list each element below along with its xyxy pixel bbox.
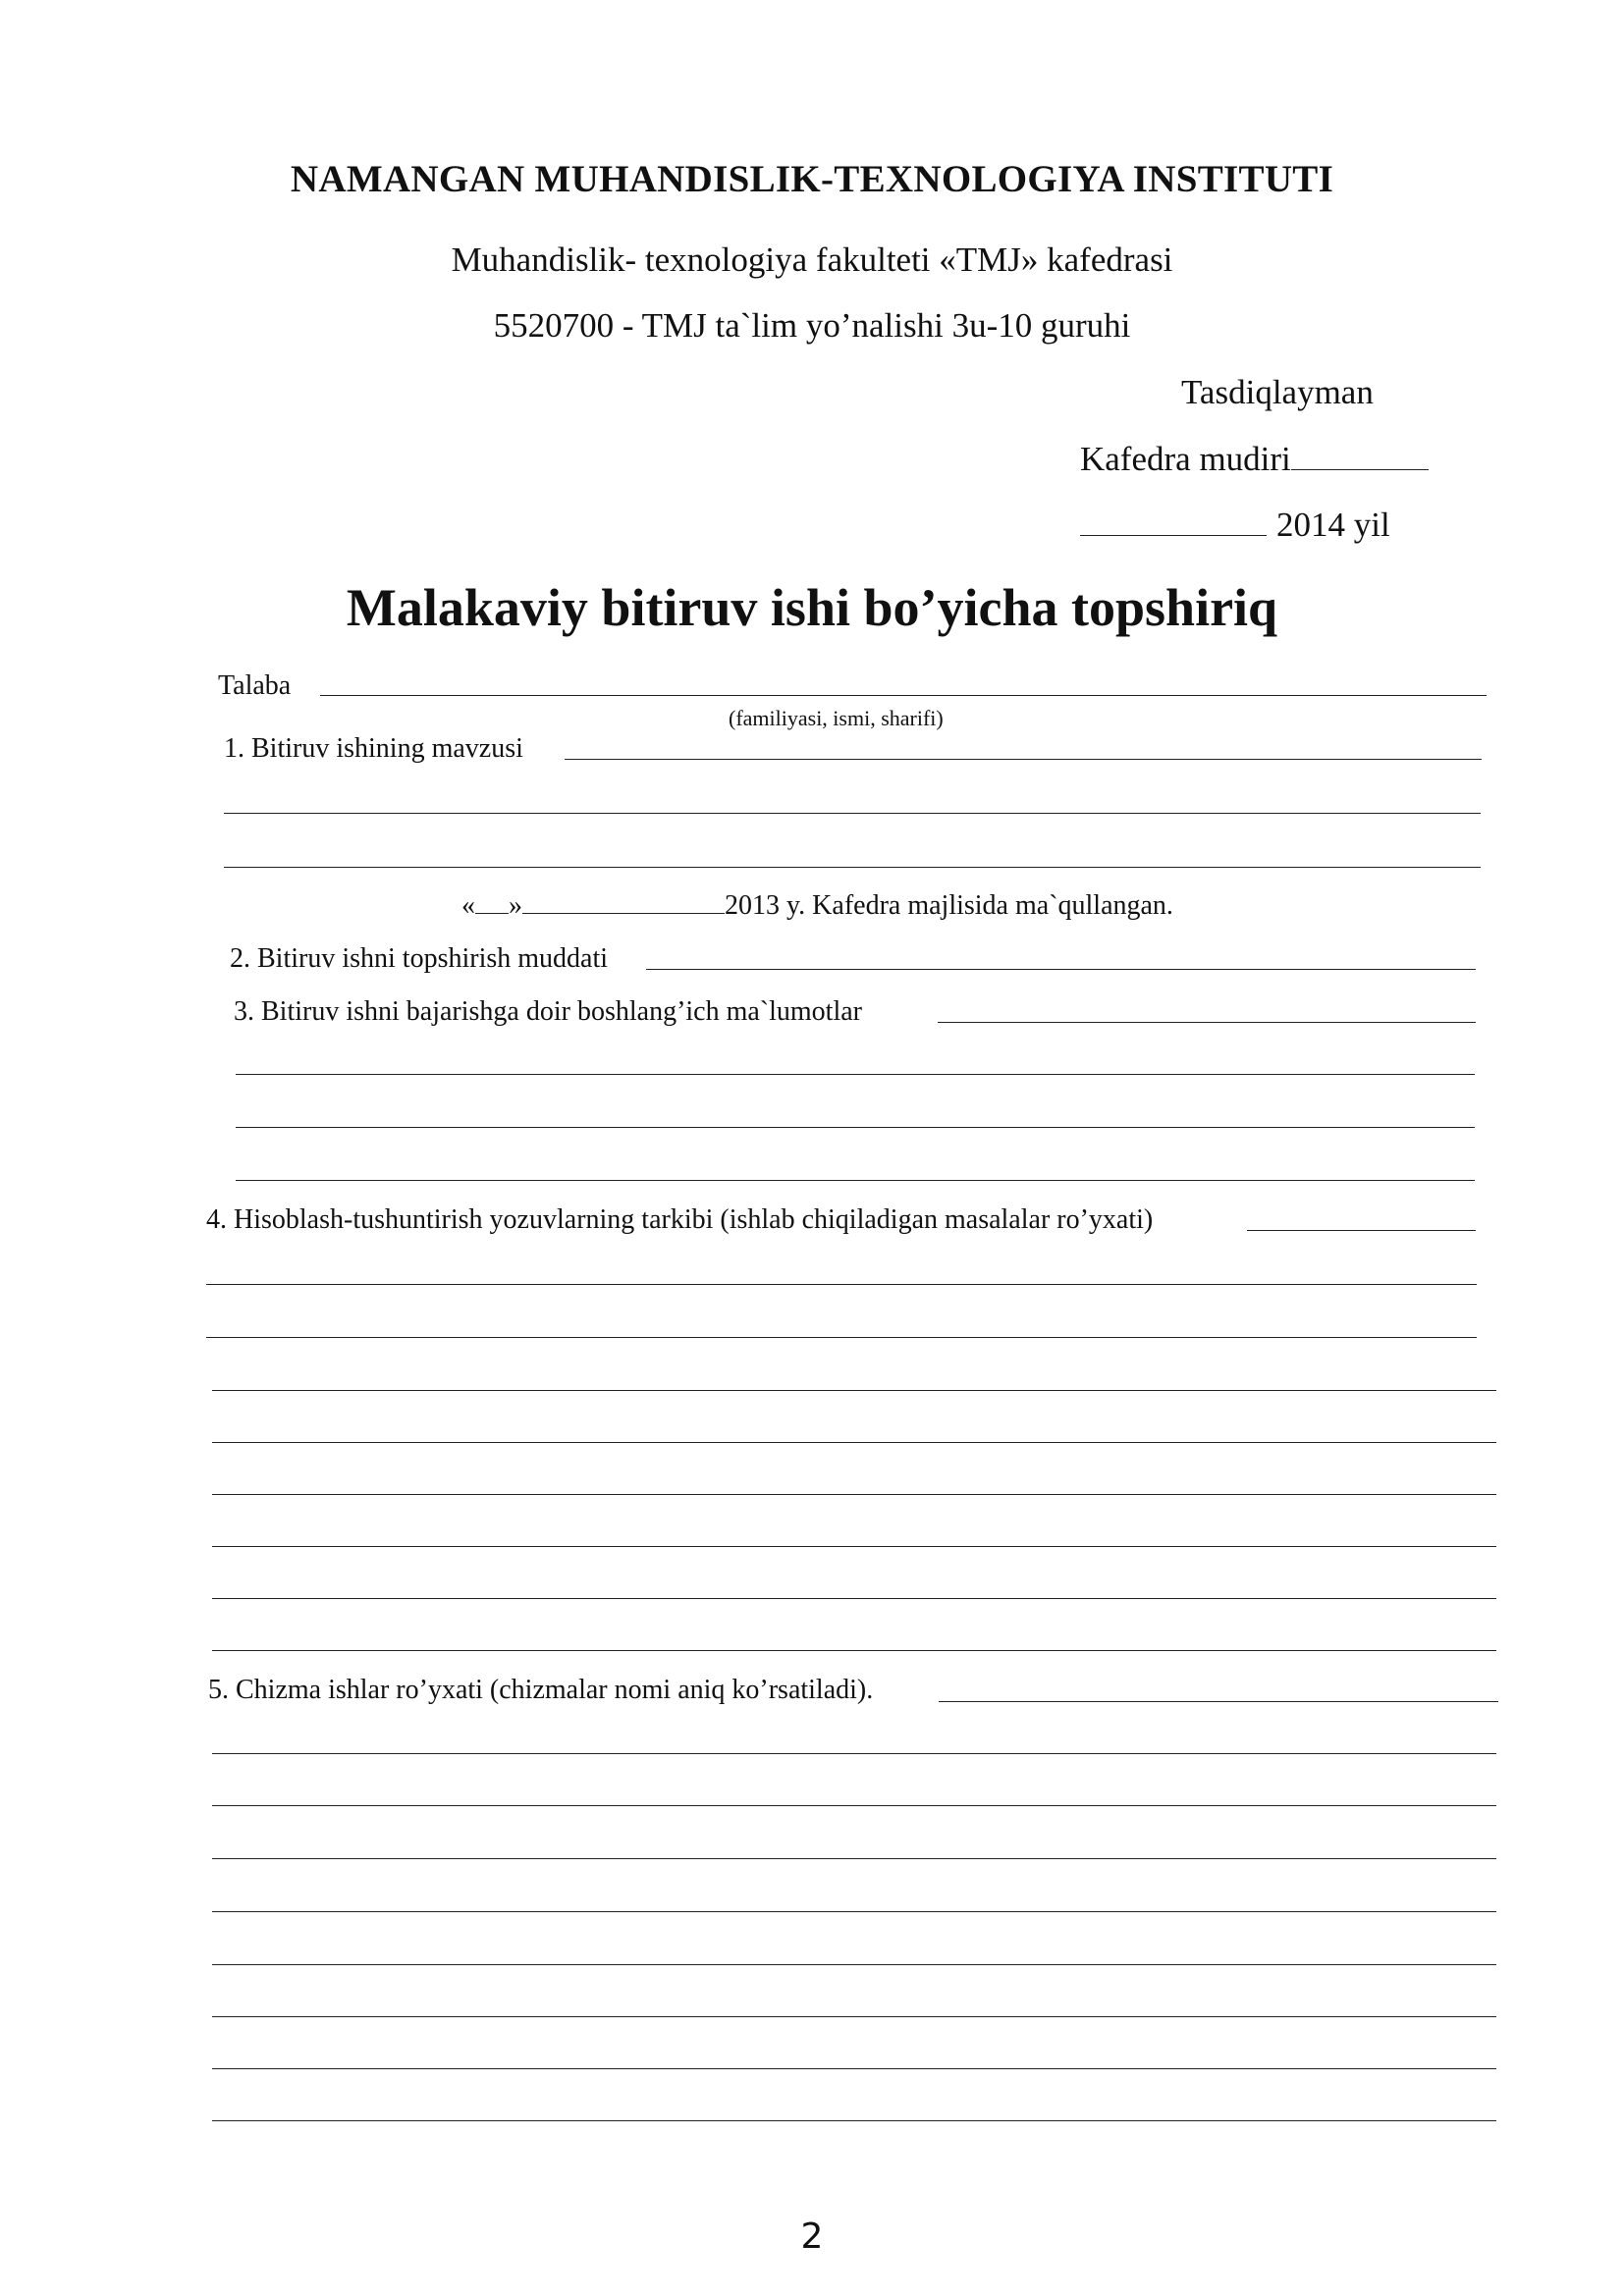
drawings-line[interactable] xyxy=(212,2016,1496,2017)
approval-date-line xyxy=(1080,506,1390,545)
calc-content-field[interactable] xyxy=(1247,1230,1476,1231)
calc-content-line[interactable] xyxy=(212,1442,1496,1443)
drawings-line[interactable] xyxy=(212,1805,1496,1806)
approval-year: 2014 yil xyxy=(1276,506,1390,544)
page-number: 2 xyxy=(800,2216,824,2257)
department-head-label: Kafedra mudiri xyxy=(1080,440,1291,478)
drawings-label: 5. Chizma ishlar ro’yxati (chizmalar nomi aniq ko’rsatiladi). xyxy=(208,1675,874,1705)
approve-label: Tasdiqlayman xyxy=(1181,373,1374,411)
initial-data-label: 3. Bitiruv ishni bajarishga doir boshlang’ich ma`lumotlar xyxy=(234,996,862,1027)
topic-label: 1. Bitiruv ishining mavzusi xyxy=(224,733,523,764)
deadline-field[interactable] xyxy=(646,969,1476,970)
signature-blank xyxy=(1291,469,1429,470)
calc-content-line[interactable] xyxy=(212,1494,1496,1495)
calc-content-line[interactable] xyxy=(212,1650,1496,1651)
institute-name: NAMANGAN MUHANDISLIK-TEXNOLOGIYA INSTITUTI xyxy=(290,158,1334,200)
drawings-line[interactable] xyxy=(212,1964,1496,1965)
student-label: Talaba xyxy=(218,670,292,701)
deadline-label: 2. Bitiruv ishni topshirish muddati xyxy=(230,943,609,974)
faculty-line: Muhandislik- texnologiya fakulteti «TMJ» kafedrasi xyxy=(451,240,1173,279)
drawings-line[interactable] xyxy=(212,2068,1496,2069)
month-blank[interactable] xyxy=(522,913,725,914)
initial-data-field[interactable] xyxy=(938,1022,1476,1023)
date-blank xyxy=(1080,535,1267,536)
initial-data-line[interactable] xyxy=(236,1074,1475,1075)
calc-content-line[interactable] xyxy=(212,1546,1496,1547)
topic-line[interactable] xyxy=(224,813,1481,814)
calc-content-line[interactable] xyxy=(212,1390,1496,1391)
initial-data-line[interactable] xyxy=(236,1127,1475,1128)
day-blank[interactable] xyxy=(475,913,509,914)
department-head-line xyxy=(1080,440,1429,479)
direction-line: 5520700 - TMJ ta`lim yo’nalishi 3u-10 guruhi xyxy=(493,306,1131,345)
calc-content-line[interactable] xyxy=(212,1598,1496,1599)
drawings-line[interactable] xyxy=(212,1911,1496,1912)
quote-open: « xyxy=(461,890,475,921)
quote-close: » xyxy=(509,890,522,921)
drawings-line[interactable] xyxy=(212,1858,1496,1859)
approved-year-text: 2013 y. Kafedra majlisida ma`qullangan. xyxy=(725,890,1173,921)
drawings-line[interactable] xyxy=(212,2120,1496,2121)
initial-data-line[interactable] xyxy=(236,1180,1475,1181)
approved-meeting-line xyxy=(461,890,1173,922)
document-title: Malakaviy bitiruv ishi bo’yicha topshiriq xyxy=(346,578,1278,637)
student-hint: (familiyasi, ismi, sharifi) xyxy=(729,706,944,730)
drawings-field[interactable] xyxy=(939,1701,1498,1702)
student-name-field[interactable] xyxy=(320,695,1487,696)
topic-line[interactable] xyxy=(224,867,1481,868)
calc-content-label: 4. Hisoblash-tushuntirish yozuvlarning tarkibi (ishlab chiqiladigan masalalar ro’yxati) xyxy=(206,1204,1154,1235)
calc-content-line[interactable] xyxy=(206,1284,1477,1285)
drawings-line[interactable] xyxy=(212,1753,1496,1754)
calc-content-line[interactable] xyxy=(206,1337,1477,1338)
topic-field[interactable] xyxy=(565,759,1482,760)
